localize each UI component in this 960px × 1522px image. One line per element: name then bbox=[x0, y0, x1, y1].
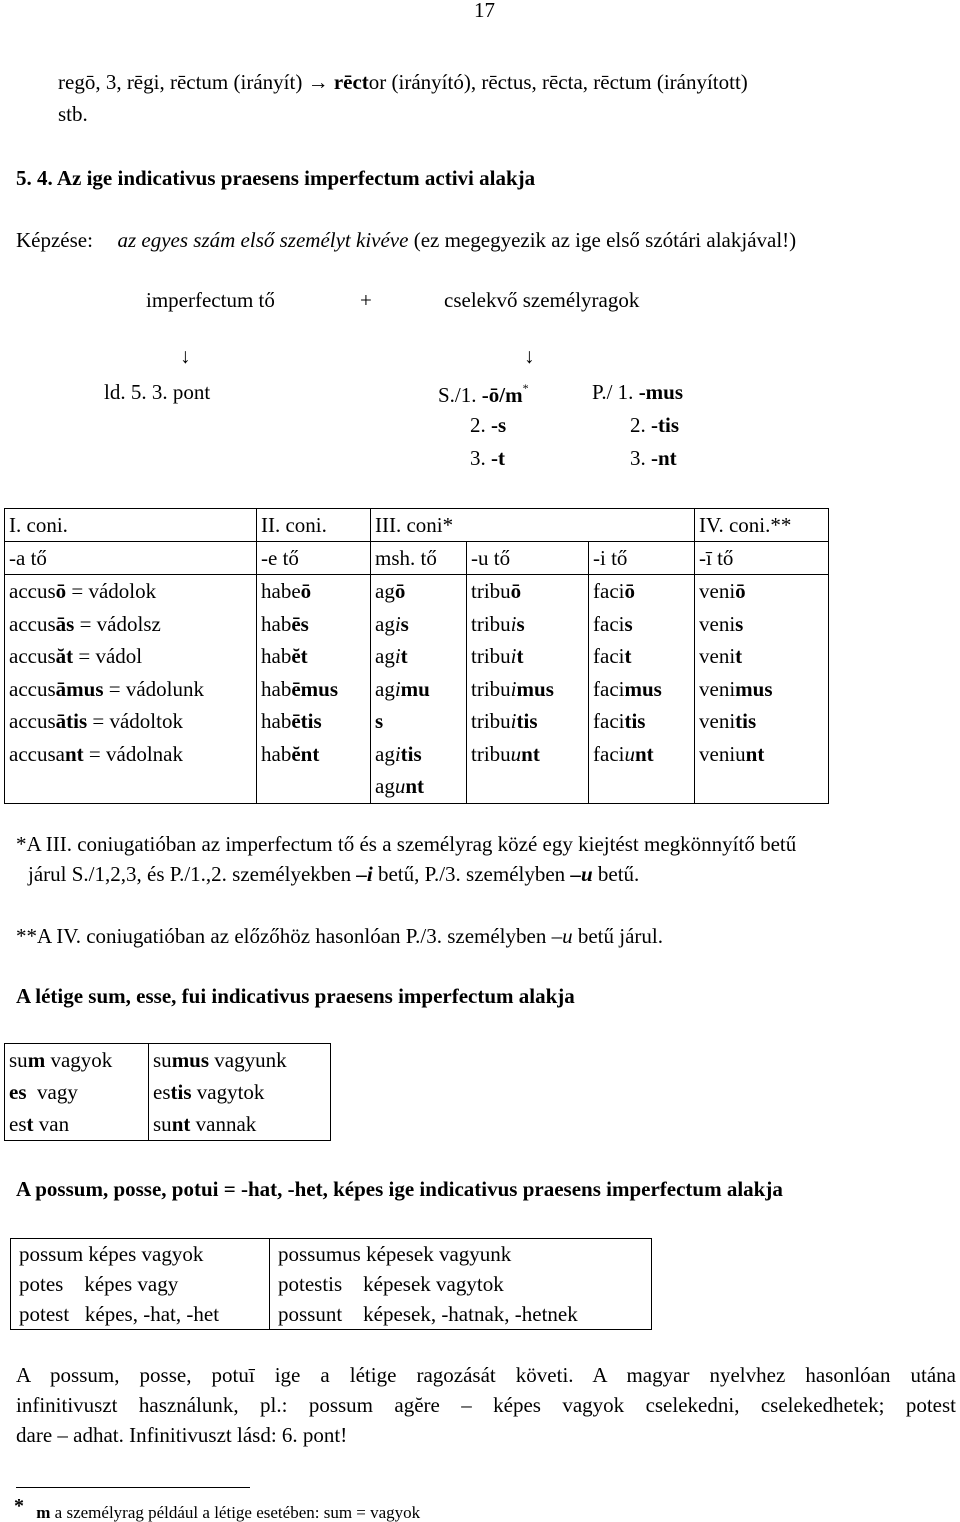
conj-4-forms: veniō venis venit venimus venitis veniunt bbox=[695, 575, 829, 804]
formula-right: cselekvő személyragok bbox=[444, 288, 640, 312]
intro-line: regō, 3, rēgi, rēctum (irányít) → rēctor (irányító), rēctus, rēcta, rēctum (irányított) bbox=[58, 70, 748, 94]
body-paragraph bbox=[16, 1360, 956, 1450]
plural-ending-3: 3. -nt bbox=[630, 446, 677, 470]
list-item: potestis képesek vagytok bbox=[278, 1272, 504, 1296]
list-item: potest képes, -hat, -het bbox=[19, 1302, 220, 1326]
footnote bbox=[14, 1496, 420, 1521]
possum-table bbox=[10, 1238, 652, 1330]
plural-ending-2: 2. -tis bbox=[630, 413, 679, 437]
paragraph-line: infinitivuszt használunk, pl.: possum agĕre – képes vagyok cselekedni, cselekedhetek; potest bbox=[16, 1393, 956, 1417]
possum-singular bbox=[11, 1239, 270, 1330]
paragraph-line: A possum, posse, potuī ige a létige ragozását követi. A magyar nyelvhez hasonlóan utána bbox=[16, 1363, 956, 1387]
singular-ending-3: 3. -t bbox=[470, 446, 505, 470]
sum-table bbox=[4, 1043, 331, 1141]
conj-2-forms: habeō habēs habĕt habēmus habētis habĕnt bbox=[257, 575, 371, 804]
footnote-text: m a személyrag például a létige esetében: sum = vagyok bbox=[36, 1503, 421, 1522]
header-cell: II. coni. bbox=[257, 509, 371, 542]
table-forms-row bbox=[5, 575, 829, 804]
formation-rest: (ez megegyezik az ige első szótári alakjával!) bbox=[413, 228, 797, 252]
footnote-divider bbox=[16, 1487, 250, 1488]
stem-cell: -i tő bbox=[589, 542, 695, 575]
formula-left: imperfectum tő bbox=[146, 288, 275, 312]
conj-3u-forms: tribuō tribuis tribuit tribuimus tribuitis tribuunt bbox=[467, 575, 589, 804]
conjugation-table bbox=[4, 508, 829, 804]
header-cell: III. coni* bbox=[371, 509, 695, 542]
list-item: potes képes vagy bbox=[19, 1272, 179, 1296]
down-arrow-icon: ↓ bbox=[524, 344, 535, 368]
conj-3i-forms: faciō facis facit facimus facitis faciunt bbox=[589, 575, 695, 804]
intro-line-continued: stb. bbox=[58, 102, 88, 126]
note-iii-line2: járul S./1,2,3, és P./1.,2. személyekben –i betű, P./3. személyben –u betű. bbox=[28, 862, 640, 886]
stem-cell: -ī tő bbox=[695, 542, 829, 575]
table-stem-row bbox=[5, 542, 829, 575]
note-iii-line1: *A III. coniugatióban az imperfectum tő és a személyrag közé egy kiejtést megkönnyítő betű bbox=[16, 832, 797, 856]
sum-plural: sumus vagyunk estis vagytok sunt vannak bbox=[149, 1044, 331, 1141]
sum-heading: A létige sum, esse, fui indicativus praesens imperfectum alakja bbox=[16, 984, 575, 1008]
stem-cell: -a tő bbox=[5, 542, 257, 575]
formula-reference: ld. 5. 3. pont bbox=[104, 380, 211, 404]
table-row bbox=[11, 1239, 652, 1330]
singular-ending-1: S./1. -ō/m* bbox=[438, 381, 529, 407]
singular-ending-2: 2. -s bbox=[470, 413, 507, 437]
possum-plural bbox=[270, 1239, 652, 1330]
stem-cell: -u tő bbox=[467, 542, 589, 575]
list-item: possum képes vagyok bbox=[19, 1242, 204, 1266]
header-cell: IV. coni.** bbox=[695, 509, 829, 542]
down-arrow-icon: ↓ bbox=[180, 344, 191, 368]
list-item: possunt képesek, -hatnak, -hetnek bbox=[278, 1302, 578, 1326]
list-item: possumus képesek vagyunk bbox=[278, 1242, 512, 1266]
header-cell: I. coni. bbox=[5, 509, 257, 542]
plural-ending-1: P./ 1. -mus bbox=[592, 380, 684, 404]
footnote-star: * bbox=[522, 381, 529, 395]
formula-plus: + bbox=[360, 288, 372, 312]
formation-label: Képzése: bbox=[16, 228, 93, 252]
section-heading: 5. 4. Az ige indicativus praesens imperfectum activi alakja bbox=[16, 166, 536, 190]
table-header-row bbox=[5, 509, 829, 542]
conj-3-forms: agō agis agit agimu s agitis agunt bbox=[371, 575, 467, 804]
possum-heading: A possum, posse, potui = -hat, -het, képes ige indicativus praesens imperfectum alakja bbox=[16, 1177, 783, 1201]
formation-italic: az egyes szám első személyt kivéve bbox=[117, 228, 409, 252]
footnote-marker: * bbox=[14, 1495, 24, 1517]
stem-cell: -e tő bbox=[257, 542, 371, 575]
sum-singular: sum vagyok es vagy est van bbox=[5, 1044, 149, 1141]
paragraph-line: dare – adhat. Infinitivuszt lásd: 6. pont! bbox=[16, 1423, 348, 1447]
table-row bbox=[5, 1044, 331, 1141]
conj-1-forms: accusō = vádolok accusās = vádolsz accusăt = vádol accusāmus = vádolunk accusātis = vádoltok accusant = vádolnak bbox=[5, 575, 257, 804]
page-number: 17 bbox=[474, 0, 495, 22]
note-iv: **A IV. coniugatióban az előzőhöz hasonlóan P./3. személyben –u betű járul. bbox=[16, 924, 663, 948]
stem-cell: msh. tő bbox=[371, 542, 467, 575]
formation-line bbox=[16, 230, 796, 251]
